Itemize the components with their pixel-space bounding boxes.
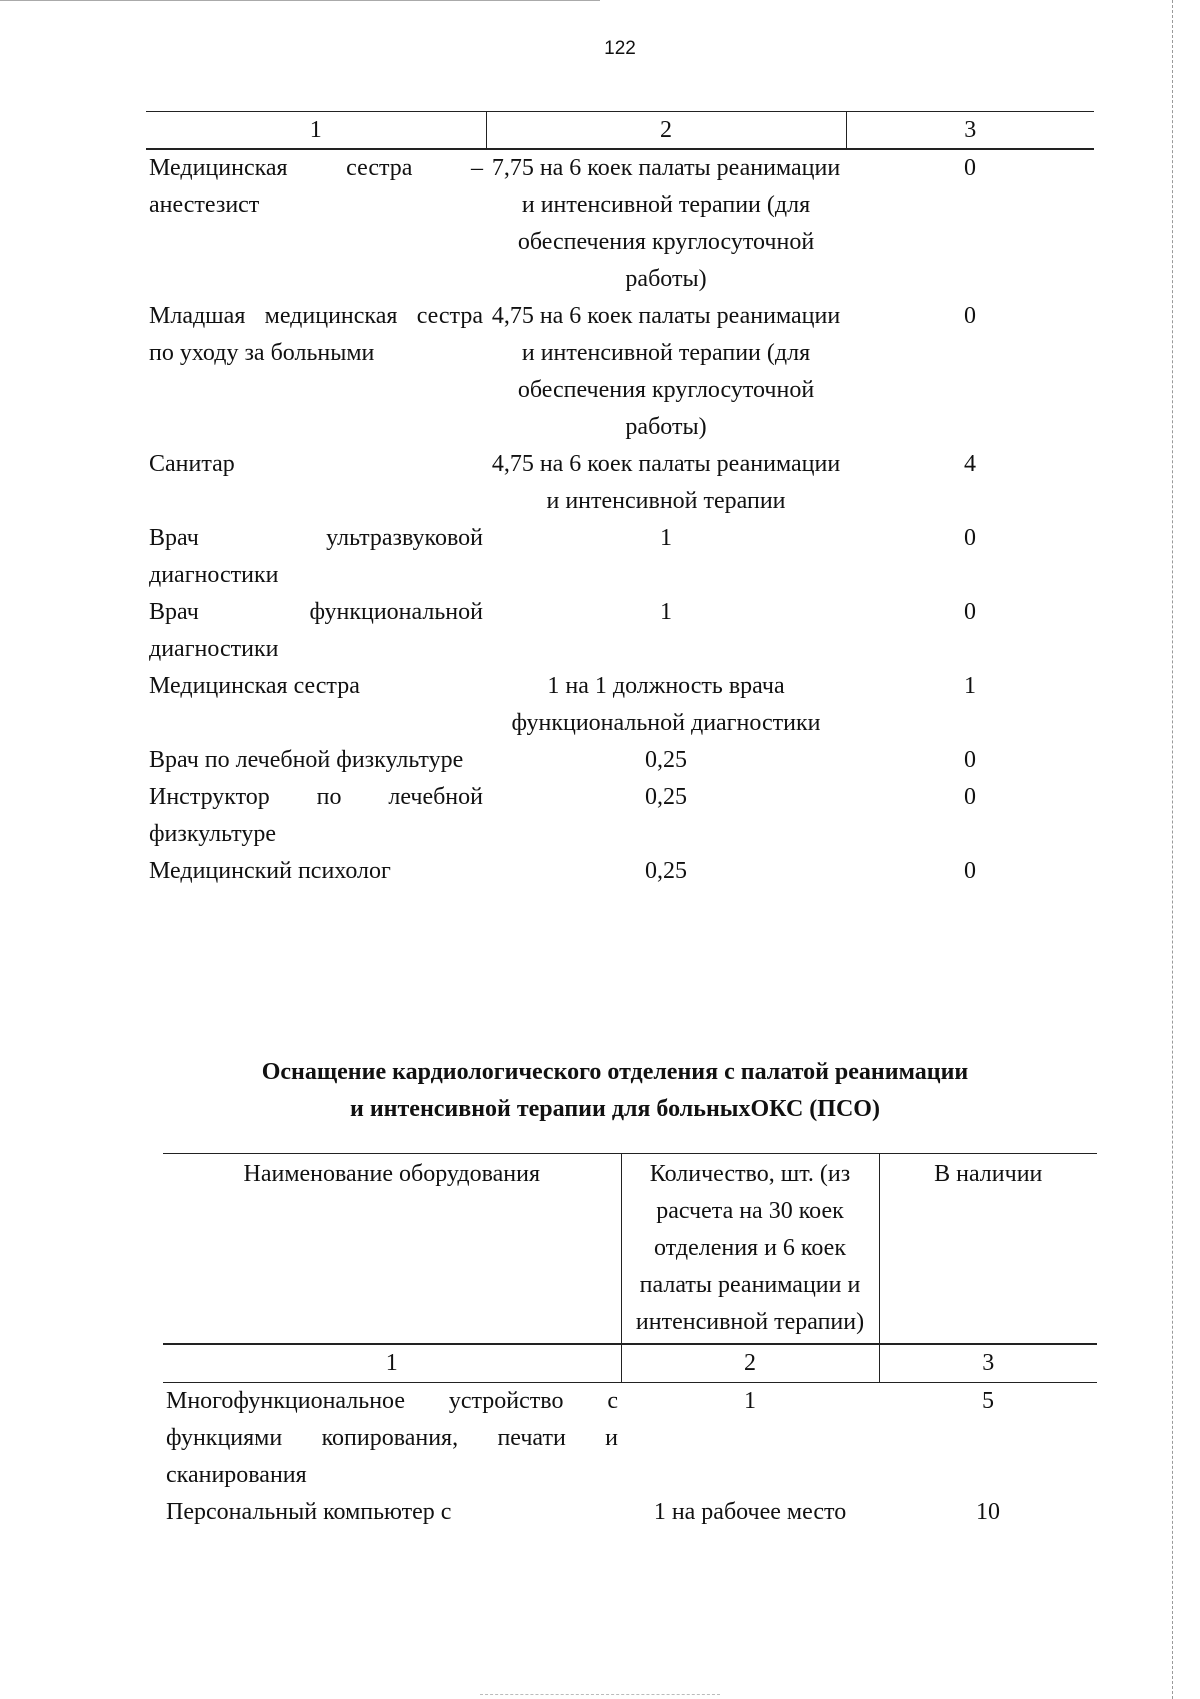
staffing-row	[146, 594, 1094, 668]
scan-edge-top	[0, 0, 600, 1]
equipment-table	[163, 1153, 1097, 1531]
staffing-table	[146, 111, 1094, 890]
equipment-quantity: 1	[744, 1388, 756, 1414]
equipment-name: Многофункциональное устройство с функциями копирования, печати и сканирования	[166, 1388, 618, 1488]
staffing-column-numbers	[146, 112, 1094, 150]
position-name: Врач по лечебной физкультуре	[149, 747, 464, 773]
staffing-col-3: 3	[846, 112, 1094, 150]
staffing-count: 0	[964, 155, 976, 181]
section-title	[150, 1054, 1080, 1128]
staffing-count: 4	[964, 451, 976, 477]
staffing-norm: 0,25	[645, 747, 687, 773]
staffing-count: 0	[964, 858, 976, 884]
equipment-name: Персональный компьютер с	[166, 1499, 452, 1525]
position-name: Врач ультразвуковой диагностики	[149, 525, 483, 588]
section-title-line-2: и интенсивной терапии для больныхОКС (ПСО)	[350, 1096, 880, 1122]
staffing-col-2: 2	[486, 112, 846, 150]
staffing-norm: 7,75 на 6 коек палаты реанимации и интенсивной терапии (для обеспечения круглосуточной работы)	[491, 155, 841, 292]
staffing-row	[146, 668, 1094, 742]
staffing-row	[146, 149, 1094, 298]
staffing-norm: 0,25	[645, 858, 687, 884]
scan-edge-right	[1172, 0, 1173, 1699]
equipment-quantity: 1 на рабочее место	[653, 1499, 847, 1525]
equipment-col-1: 1	[163, 1344, 621, 1383]
staffing-norm: 1	[660, 599, 672, 625]
staffing-count: 0	[964, 599, 976, 625]
staffing-row	[146, 446, 1094, 520]
staffing-norm: 1	[660, 525, 672, 551]
position-name: Врач функциональной диагностики	[149, 599, 483, 662]
position-name: Медицинская сестра	[149, 673, 360, 699]
staffing-count: 0	[964, 784, 976, 810]
staffing-col-1: 1	[146, 112, 486, 150]
equipment-col-3: 3	[879, 1344, 1097, 1383]
equipment-available-header: В наличии	[879, 1154, 1097, 1345]
equipment-col-2: 2	[621, 1344, 879, 1383]
staffing-count: 0	[964, 525, 976, 551]
scan-edge-bottom	[480, 1694, 720, 1695]
equipment-available: 5	[982, 1388, 994, 1414]
equipment-column-numbers	[163, 1344, 1097, 1383]
staffing-row	[146, 520, 1094, 594]
position-name: Инструктор по лечебной физкультуре	[149, 784, 483, 847]
equipment-quantity-header: Количество, шт. (из расчета на 30 коек отделения и 6 коек палаты реанимации и интенсивной терапии)	[621, 1154, 879, 1345]
staffing-norm: 4,75 на 6 коек палаты реанимации и интенсивной терапии (для обеспечения круглосуточной работы)	[491, 303, 841, 440]
position-name: Медицинский психолог	[149, 858, 391, 884]
section-title-line-1: Оснащение кардиологического отделения с палатой реанимации	[261, 1059, 969, 1085]
staffing-count: 0	[964, 303, 976, 329]
equipment-row	[163, 1494, 1097, 1531]
page-number: 122	[604, 38, 636, 59]
staffing-row	[146, 298, 1094, 446]
staffing-row	[146, 742, 1094, 779]
staffing-row	[146, 779, 1094, 853]
equipment-row	[163, 1383, 1097, 1495]
staffing-norm: 4,75 на 6 коек палаты реанимации и интенсивной терапии	[491, 451, 841, 514]
equipment-name-header: Наименование оборудования	[163, 1154, 621, 1345]
staffing-norm: 0,25	[645, 784, 687, 810]
equipment-header-row	[163, 1154, 1097, 1345]
position-name: Младшая медицинская сестра по уходу за больными	[149, 303, 483, 366]
position-name: Санитар	[149, 451, 235, 477]
staffing-count: 0	[964, 747, 976, 773]
staffing-row	[146, 853, 1094, 890]
equipment-available: 10	[976, 1499, 1000, 1525]
staffing-norm: 1 на 1 должность врача функциональной диагностики	[511, 673, 821, 736]
position-name: Медицинская сестра – анестезист	[149, 155, 483, 218]
staffing-count: 1	[964, 673, 976, 699]
